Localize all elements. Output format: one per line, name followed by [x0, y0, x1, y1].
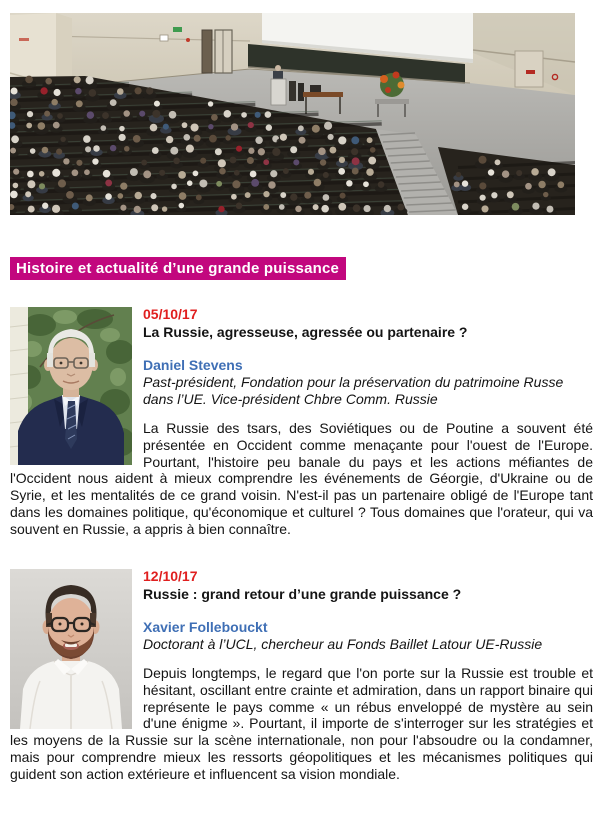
- lecture-hall-illustration: [10, 13, 575, 215]
- lecture-title: La Russie, agresseuse, agressée ou partenaire ?: [143, 324, 468, 340]
- speaker-name: Xavier Follebouckt: [143, 618, 268, 635]
- lecture-hall-photo: [10, 13, 575, 215]
- lecture-date: 05/10/17: [143, 306, 198, 322]
- speaker-affiliation: Doctorant à l’UCL, chercheur au Fonds Baillet Latour UE-Russie: [143, 635, 543, 652]
- speaker-affiliation: Past-président, Fondation pour la préservation du patrimoine Russe dans l’UE. Vice-président Chbre Comm. Russie: [143, 374, 564, 407]
- section-title-banner: Histoire et actualité d’une grande puissance: [10, 257, 346, 280]
- lecture-description: La Russie des tsars, des Soviétiques ou de Poutine a souvent été présentée en Occident comme menaçante pour l'ouest de l'Europe. Pourtant, l'histoire peu banale du pays et les actions méfiantes de l'Occident nous aident à mieux comprendre les événements de Géorgie, d'Ukraine ou de Syrie, et les mentalités de ce grand voisin. N'est-il pas un partenaire obligé de l'Europe tant dans les domaines politique, qu'économique et culturel ? Tous domaines que l'orateur, qui va souvent en Russie, a appris à bien connaître.: [10, 420, 593, 537]
- lecture-title: Russie : grand retour d’une grande puissance ?: [143, 585, 462, 602]
- lecture-entry-2: [10, 568, 593, 783]
- speaker-name: Daniel Stevens: [143, 357, 243, 373]
- lecture-date: 12/10/17: [143, 567, 198, 584]
- lecture-entry-1: [10, 306, 593, 538]
- speaker-photo-xavier-follebouckt: [10, 569, 132, 729]
- lecture-description: Depuis longtemps, le regard que l'on porte sur la Russie est trouble et hésitant, oscillant entre crainte et admiration, dans un rapport binaire qui représente le pays comme « un rébus enveloppé de mystère au sein d'une énigme ». Pourtant, il importe de s'interroger sur les stratégies et les moyens de la Russie sur la scène internationale, non pour l'absoudre ou la condamner, mais pour comprendre mieux les ressorts géopolitiques et les mécanismes politiques qui guident son action extérieure et influencent sa vision mondiale.: [10, 665, 593, 782]
- speaker-photo-daniel-stevens: [10, 307, 132, 465]
